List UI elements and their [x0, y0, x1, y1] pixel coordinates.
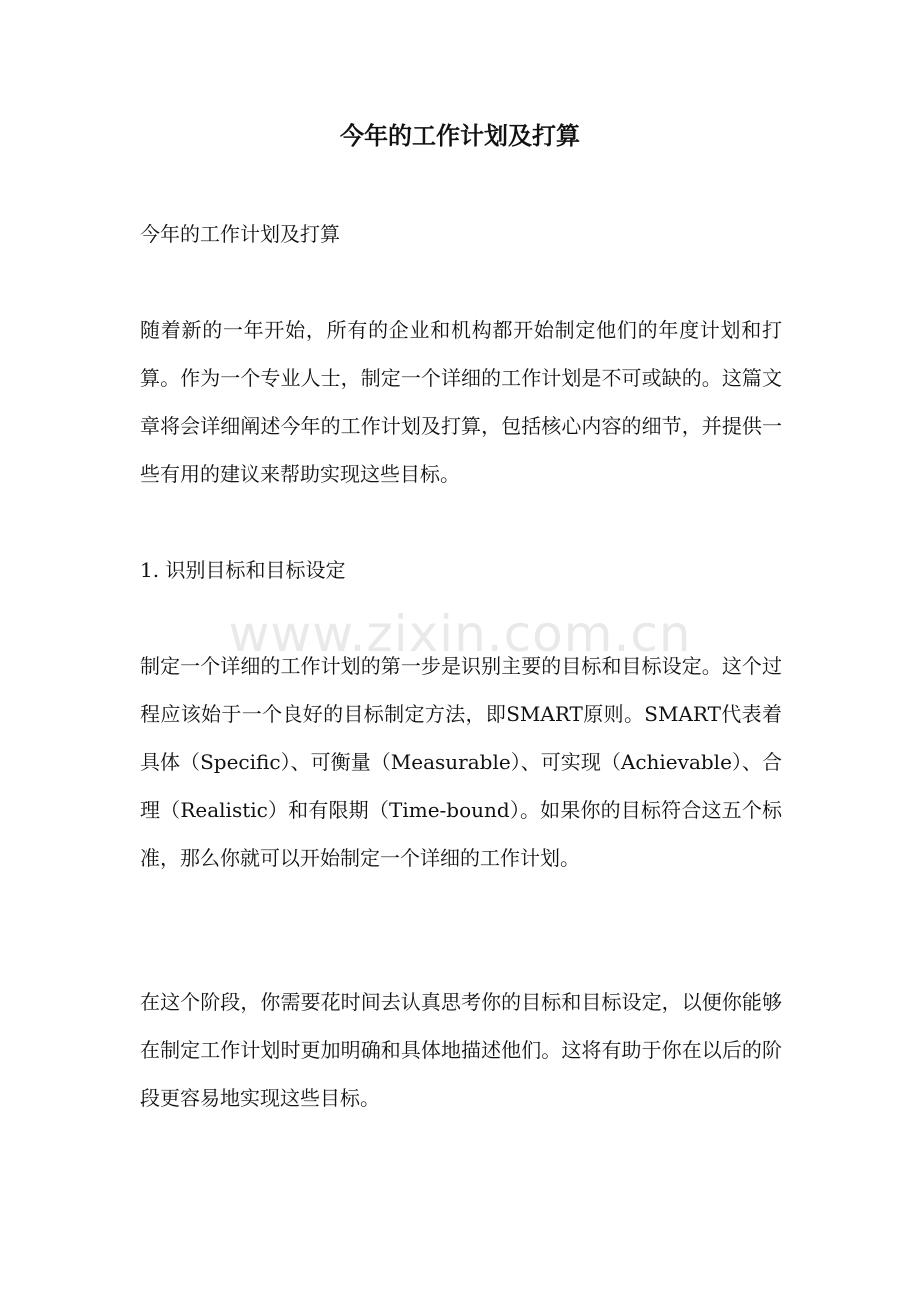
document-subtitle: 今年的工作计划及打算 — [140, 222, 340, 246]
stage-paragraph: 在这个阶段，你需要花时间去认真思考你的目标和目标设定，以便你能够在制定工作计划时更加明确和具体地描述他们。这将有助于你在以后的阶段更容易地实现这些目标。 — [140, 990, 782, 1110]
smart-paragraph: 制定一个详细的工作计划的第一步是识别主要的目标和目标设定。这个过程应该始于一个良好的目标制定方法，即SMART原则。SMART代表着具体（Specific）、可衡量（Measurable）、可实现（Achievable）、合理（Realistic）和有限期（Time-bound）。如果你的目标符合这五个标准，那么你就可以开始制定一个详细的工作计划。 — [140, 654, 782, 870]
intro-paragraph: 随着新的一年开始，所有的企业和机构都开始制定他们的年度计划和打算。作为一个专业人士，制定一个详细的工作计划是不可或缺的。这篇文章将会详细阐述今年的工作计划及打算，包括核心内容的细节，并提供一些有用的建议来帮助实现这些目标。 — [140, 318, 782, 486]
section-heading-1: 1. 识别目标和目标设定 — [140, 558, 346, 582]
watermark: www.zixin.com.cn — [228, 605, 692, 663]
document-title: 今年的工作计划及打算 — [340, 121, 580, 150]
